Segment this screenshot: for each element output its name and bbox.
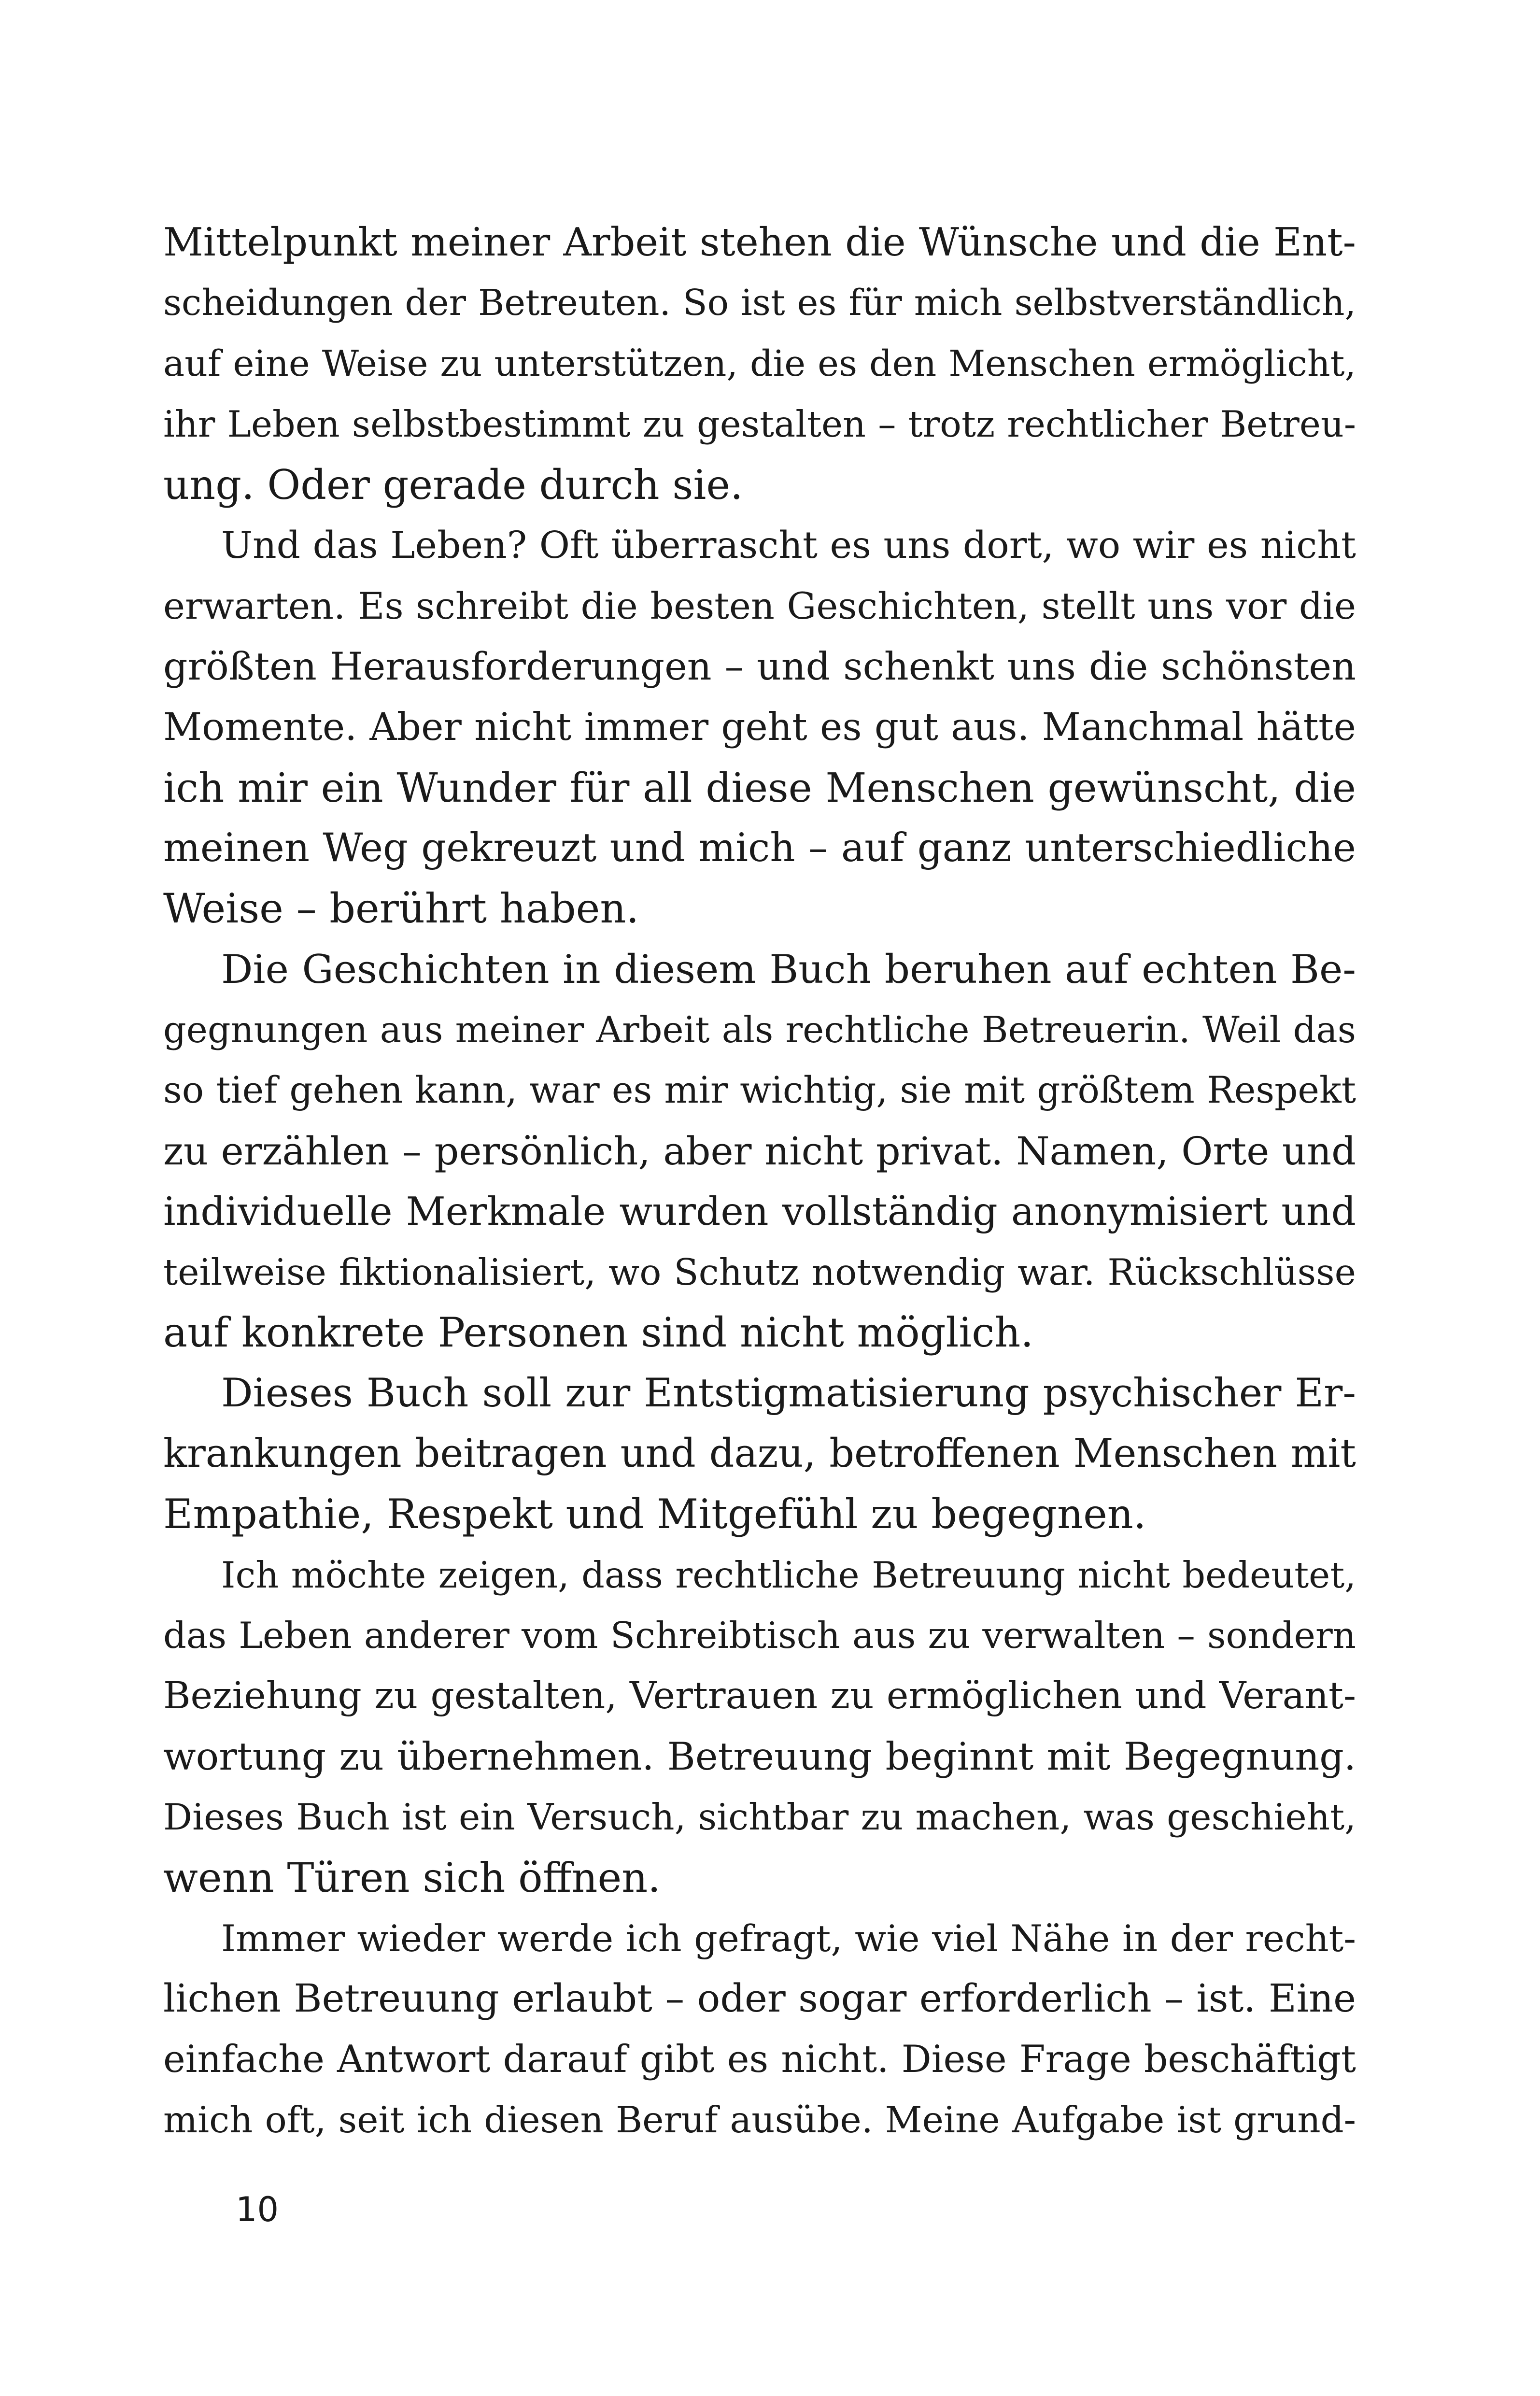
- text-line: krankungen beitragen und dazu, betroffenen Menschen mit: [163, 1431, 1356, 1476]
- text-line: auf eine Weise zu unterstützen, die es den Menschen ermöglicht,: [163, 342, 1356, 384]
- text-line: ung. Oder gerade durch sie.: [163, 461, 743, 509]
- text-line: mich oft, seit ich diesen Beruf ausübe. Meine Aufgabe ist grund-: [163, 2098, 1356, 2141]
- text-line: teilweise fiktionalisiert, wo Schutz notwendig war. Rückschlüsse: [163, 1250, 1356, 1293]
- text-line: Weise – berührt haben.: [163, 885, 639, 933]
- text-line: so tief gehen kann, war es mir wichtig, sie mit größtem Respekt: [163, 1069, 1356, 1112]
- text-line: Beziehung zu gestalten, Vertrauen zu ermöglichen und Verant-: [163, 1674, 1356, 1718]
- text-line: größten Herausforderungen – und schenkt uns die schönsten: [163, 644, 1356, 689]
- text-line: gegnungen aus meiner Arbeit als rechtliche Betreuerin. Weil das: [163, 1009, 1356, 1051]
- text-line: ich mir ein Wunder für all diese Menschen gewünscht, die: [163, 764, 1356, 811]
- text-line: Momente. Aber nicht immer geht es gut aus. Manchmal hätte: [163, 705, 1356, 750]
- text-line: das Leben anderer vom Schreibtisch aus zu verwalten – sondern: [163, 1614, 1356, 1657]
- text-line: lichen Betreuung erlaubt – oder sogar erforderlich – ist. Eine: [163, 1976, 1356, 2021]
- text-line: Immer wieder werde ich gefragt, wie viel Nähe in der recht-: [221, 1916, 1356, 1960]
- text-line: Dieses Buch ist ein Versuch, sichtbar zu machen, was geschieht,: [163, 1796, 1356, 1839]
- text-line: Und das Leben? Oft überrascht es uns dort, wo wir es nicht: [221, 523, 1356, 567]
- text-line: meinen Weg gekreuzt und mich – auf ganz unterschiedliche: [163, 825, 1356, 871]
- text-line: wenn Türen sich öffnen.: [163, 1854, 661, 1901]
- text-line: erwarten. Es schreibt die besten Geschichten, stellt uns vor die: [163, 584, 1356, 628]
- text-line: scheidungen der Betreuten. So ist es für mich selbstverständlich,: [163, 282, 1356, 324]
- text-line: Ich möchte zeigen, dass rechtliche Betreuung nicht bedeutet,: [221, 1554, 1356, 1596]
- text-line: ihr Leben selbstbestimmt zu gestalten – trotz rechtlicher Betreu-: [163, 403, 1356, 446]
- text-line: Die Geschichten in diesem Buch beruhen auf echten Be-: [221, 946, 1356, 992]
- text-line: zu erzählen – persönlich, aber nicht privat. Namen, Orte und: [163, 1128, 1356, 1174]
- text-line: einfache Antwort darauf gibt es nicht. Diese Frage beschäftigt: [163, 2037, 1356, 2081]
- text-line: Mittelpunkt meiner Arbeit stehen die Wünsche und die Ent-: [163, 220, 1356, 265]
- body-text: [163, 213, 1356, 2151]
- text-line: Dieses Buch soll zur Entstigmatisierung psychischer Er-: [221, 1370, 1356, 1417]
- text-line: auf konkrete Personen sind nicht möglich.: [163, 1309, 1034, 1357]
- text-line: wortung zu übernehmen. Betreuung beginnt mit Begegnung.: [163, 1734, 1356, 1779]
- text-line: individuelle Merkmale wurden vollständig anonymisiert und: [163, 1189, 1356, 1234]
- page-number: 10: [236, 2190, 279, 2229]
- text-line: Empathie, Respekt und Mitgefühl zu begegnen.: [163, 1490, 1146, 1538]
